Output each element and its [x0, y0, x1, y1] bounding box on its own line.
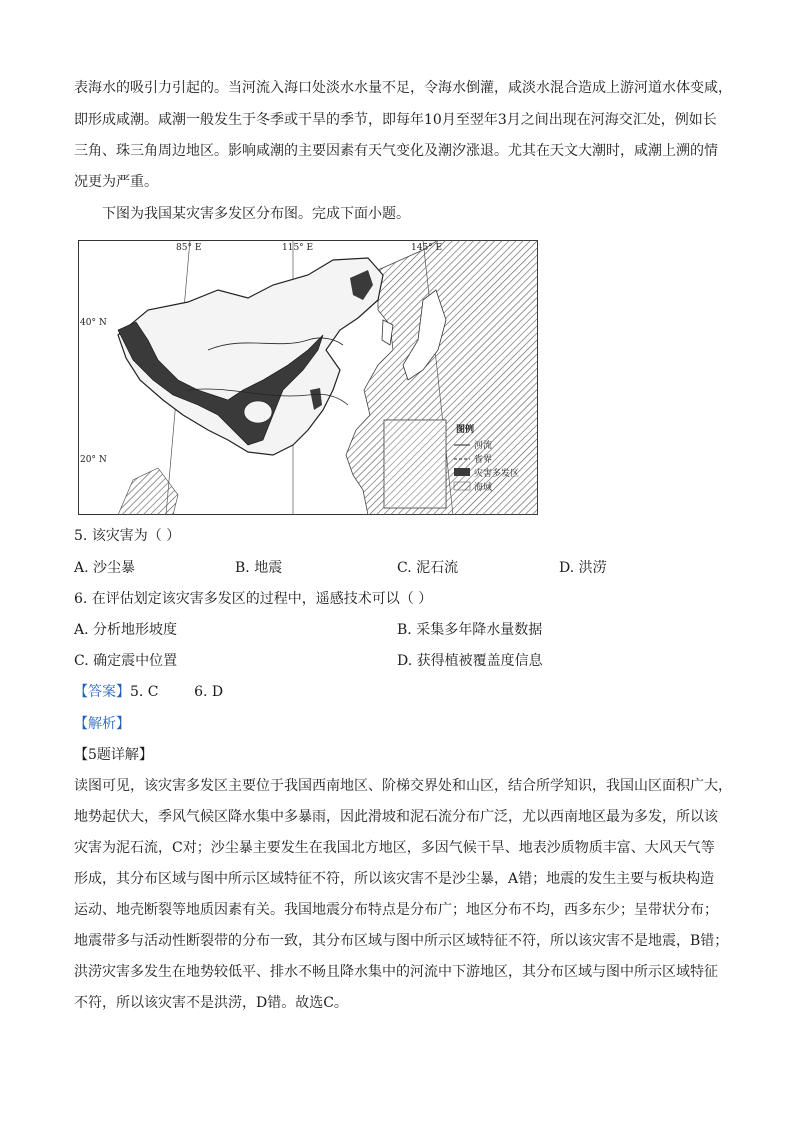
analysis-tag: 【解析】 [74, 716, 130, 732]
detail-line-4: 形成，其分布区域与图中所示区域特征不符，所以该灾害不是沙尘暴，A错；地震的发生主要与板块构造 [74, 871, 715, 887]
legend-title: 图例 [456, 425, 475, 435]
answer-text: 5. C 6. D [130, 684, 224, 700]
detail-line-5: 运动、地壳断裂等地质因素有关。我国地震分布特点是分布广；地区分布不均，西多东少；呈带状分布； [74, 902, 718, 918]
q5-option-c: C. 泥石流 [397, 560, 459, 576]
intro-line-1: 表海水的吸引力引起的。当河流入海口处淡水水量不足，令海水倒灌，咸淡水混合造成上游河道水体变咸， [74, 80, 732, 96]
disaster-zone-map [78, 240, 538, 515]
map-lead-text: 下图为我国某灾害多发区分布图。完成下面小题。 [102, 206, 410, 222]
legend-disaster-swatch [454, 468, 470, 476]
lat-label-20: 20° N [80, 455, 107, 465]
detail-line-3: 灾害为泥石流，C对；沙尘暴主要发生在我国北方地区，多因气候干旱、地表沙质物质丰富、大风天气等 [74, 840, 715, 856]
q6-stem: 6. 在评估划定该灾害多发区的过程中，遥感技术可以（ ） [74, 591, 433, 607]
q6-option-c: C. 确定震中位置 [74, 653, 178, 669]
q5-option-a: A. 沙尘暴 [74, 560, 136, 576]
intro-line-4: 况更为严重。 [74, 174, 158, 190]
legend-sea-label: 海域 [474, 483, 493, 493]
sichuan-basin [244, 401, 272, 423]
q6-option-a: A. 分析地形坡度 [74, 622, 178, 638]
q6-option-d: D. 获得植被覆盖度信息 [397, 653, 543, 669]
legend-border-label: 省界 [474, 455, 493, 465]
detail-line-2: 地势起伏大，季风气候区降水集中多暴雨，因此滑坡和泥石流分布广泛，尤以西南地区最为多发，所以该 [74, 809, 718, 825]
intro-line-2: 即形成咸潮。咸潮一般发生于冬季或干旱的季节，即每年10月至翌年3月之间出现在河海交汇处，例如长 [74, 112, 717, 128]
detail-tag: 【5题详解】 [74, 747, 153, 763]
detail-line-6: 地震带多与活动性断裂带的分布一致，其分布区域与图中所示区域特征不符，所以该灾害不是地震，B错； [74, 933, 729, 949]
legend-disaster-label: 灾害多发区 [474, 469, 520, 479]
q5-option-d: D. 洪涝 [559, 560, 607, 576]
legend-sea-swatch [454, 482, 470, 490]
answer-tag: 【答案】 [74, 684, 130, 700]
lon-label-145: 145° E [411, 243, 443, 253]
lat-label-40: 40° N [80, 318, 107, 328]
q5-stem: 5. 该灾害为（ ） [74, 528, 181, 544]
detail-line-8: 不符，所以该灾害不是洪涝，D错。故选C。 [74, 995, 348, 1011]
lon-label-85: 85° E [176, 243, 202, 253]
q6-option-b: B. 采集多年降水量数据 [397, 622, 543, 638]
q5-option-b: B. 地震 [235, 560, 283, 576]
detail-line-1: 读图可见，该灾害多发区主要位于我国西南地区、阶梯交界处和山区，结合所学知识，我国山区面积广大， [74, 778, 732, 794]
lon-label-115: 115° E [282, 243, 314, 253]
detail-line-7: 洪涝灾害多发生在地势较低平、排水不畅且降水集中的河流中下游地区，其分布区域与图中所示区域特征 [74, 964, 718, 980]
answer-line [74, 682, 223, 702]
intro-line-3: 三角、珠三角周边地区。影响咸潮的主要因素有天气变化及潮汐涨退。尤其在天文大潮时，咸潮上溯的情 [74, 143, 718, 159]
legend-river-label: 河流 [474, 441, 493, 451]
